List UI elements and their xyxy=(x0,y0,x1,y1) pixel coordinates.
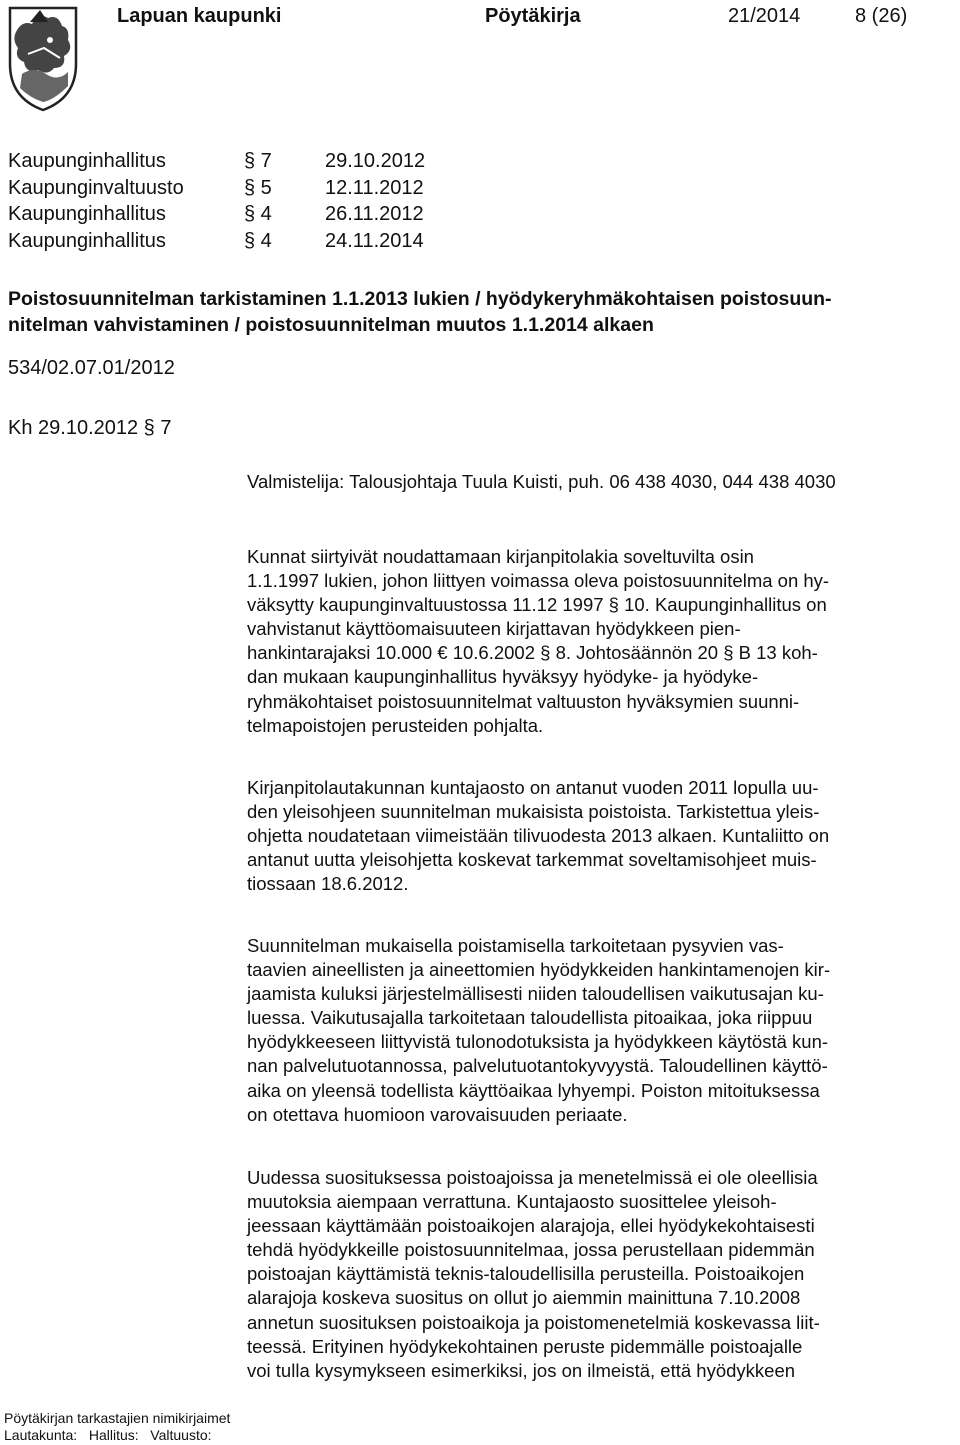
title-line: nitelman vahvistaminen / poistosuunnitelman muutos 1.1.2014 alkaen xyxy=(8,314,654,336)
history-body: Kaupunginhallitus xyxy=(8,150,166,172)
history-date: 24.11.2014 xyxy=(325,229,424,252)
history-date: 29.10.2012 xyxy=(325,150,426,172)
paragraph xyxy=(247,776,957,896)
org-name: Lapuan kaupunki xyxy=(117,5,282,27)
page-number: 8 (26) xyxy=(855,5,908,27)
text-line: tiossaan 18.6.2012. xyxy=(247,873,409,895)
text-line: telmapoistojen perusteiden pohjalta. xyxy=(247,714,544,736)
text-line: alarajoja koskeva suositus on ollut jo aiemmin mainittuna 7.10.2008 xyxy=(247,1287,801,1309)
page-header xyxy=(0,0,960,40)
paragraph xyxy=(247,934,957,1127)
meeting-reference: Kh 29.10.2012 § 7 xyxy=(8,417,172,439)
text-line: taavien aineellisten ja aineettomien hyödykkeiden hankintamenojen kir- xyxy=(247,959,831,981)
text-line: ohjetta noudatetaan viimeistään tilivuodesta 2013 alkaen. Kuntaliitto on xyxy=(247,825,830,847)
text-line: Suunnitelman mukaisella poistamisella tarkoitetaan pysyvien vas- xyxy=(247,935,784,956)
text-line: Kunnat siirtyivät noudattamaan kirjanpitolakia soveltuvilta osin xyxy=(247,546,754,567)
text-line: on otettava huomioon varovaisuuden periaate. xyxy=(247,1103,628,1125)
text-line: dan mukaan kaupunginhallitus hyväksyy hyödyke- ja hyödyke- xyxy=(247,666,759,688)
footer-bodies-label: Lautakunta: Hallitus: Valtuusto: xyxy=(4,1427,212,1443)
text-line: teessä. Erityinen hyödykekohtainen peruste pidemmälle poistoajalle xyxy=(247,1335,803,1357)
text-line: ryhmäkohtaiset poistosuunnitelmat valtuuston hyväksymien suunni- xyxy=(247,690,800,712)
page-footer xyxy=(4,1410,230,1444)
text-line: annetun suosituksen poistoaikoja ja poistomenetelmiä koskevassa liit- xyxy=(247,1311,820,1333)
history-row xyxy=(8,201,708,228)
text-line: vahvistanut käyttöomaisuuteen kirjattavan hyödykkeen pien- xyxy=(247,618,741,640)
text-line: jaamista kuluksi järjestelmällisesti niiden taloudellisen vaikutusajan ku- xyxy=(247,983,824,1005)
text-line: hyödykkeeseen liittyvistä tulonodotuksista ja hyödykkeen käytöstä kun- xyxy=(247,1031,829,1053)
text-line: Uudessa suosituksessa poistoajoissa ja menetelmissä ei ole oleellisia xyxy=(247,1167,818,1188)
preparer-line: Valmistelija: Talousjohtaja Tuula Kuisti, puh. 06 438 4030, 044 438 4030 xyxy=(247,471,836,492)
history-section: § 5 xyxy=(244,176,272,199)
history-body: Kaupunginvaltuusto xyxy=(8,176,184,199)
text-line: väksytty kaupunginvaltuustossa 11.12 1997 § 10. Kaupunginhallitus on xyxy=(247,594,827,616)
handling-history xyxy=(8,148,708,254)
history-row xyxy=(8,228,708,255)
paragraph xyxy=(247,545,957,738)
text-line: nan palvelutuotannossa, palvelutuotantokyvyystä. Taloudellinen käyttö- xyxy=(247,1055,828,1077)
history-section: § 7 xyxy=(244,150,272,172)
text-line: den yleisohjeen suunnitelman mukaisista poistoista. Tarkistettua yleis- xyxy=(247,801,820,823)
history-section: § 4 xyxy=(244,229,272,252)
history-row xyxy=(8,148,708,175)
footer-initials-label: Pöytäkirjan tarkastajien nimikirjaimet xyxy=(4,1410,231,1426)
history-date: 12.11.2012 xyxy=(325,176,424,199)
title-line: Poistosuunnitelman tarkistaminen 1.1.2013 lukien / hyödykeryhmäkohtaisen poistosuun- xyxy=(8,288,832,310)
doc-type: Pöytäkirja xyxy=(485,5,581,27)
reference-number: 534/02.07.01/2012 xyxy=(8,357,175,379)
text-line: aika on yleensä todellista käyttöaikaa lyhyempi. Poiston mitoituksessa xyxy=(247,1079,820,1101)
text-line: hankintarajaksi 10.000 € 10.6.2002 § 8. Johtosäännön 20 § B 13 koh- xyxy=(247,642,818,664)
history-body: Kaupunginhallitus xyxy=(8,203,166,225)
text-line: luessa. Vaikutusajalla tarkoitetaan taloudellista pitoaikaa, joka riippuu xyxy=(247,1007,813,1029)
history-body: Kaupunginhallitus xyxy=(8,229,166,252)
text-line: jeessaan käyttämään poistoaikojen alarajoja, ellei hyödykekohtaisesti xyxy=(247,1215,815,1237)
paragraph xyxy=(247,1166,957,1383)
text-line: poistoajan käyttämistä teknis-taloudellisilla perusteilla. Poistoaikojen xyxy=(247,1263,805,1285)
history-date: 26.11.2012 xyxy=(325,203,424,225)
text-line: Kirjanpitolautakunnan kuntajaosto on antanut vuoden 2011 lopulla uu- xyxy=(247,777,819,798)
history-row xyxy=(8,175,708,202)
coat-of-arms-icon xyxy=(4,2,82,114)
item-title xyxy=(8,286,948,338)
text-line: antanut uutta yleisohjetta koskevat tarkemmat soveltamisohjeet muis- xyxy=(247,849,817,871)
doc-number: 21/2014 xyxy=(728,5,801,27)
text-line: tehdä hyödykkeille poistosuunnitelmaa, jossa perustellaan pidemmän xyxy=(247,1239,815,1261)
history-section: § 4 xyxy=(244,203,272,225)
text-line: 1.1.1997 lukien, johon liittyen voimassa oleva poistosuunnitelma on hy- xyxy=(247,570,830,592)
text-line: muutoksia aiempaan verrattuna. Kuntajaosto suosittelee yleisoh- xyxy=(247,1191,777,1213)
text-line: voi tulla kysymykseen esimerkiksi, jos on ilmeistä, että hyödykkeen xyxy=(247,1359,796,1381)
